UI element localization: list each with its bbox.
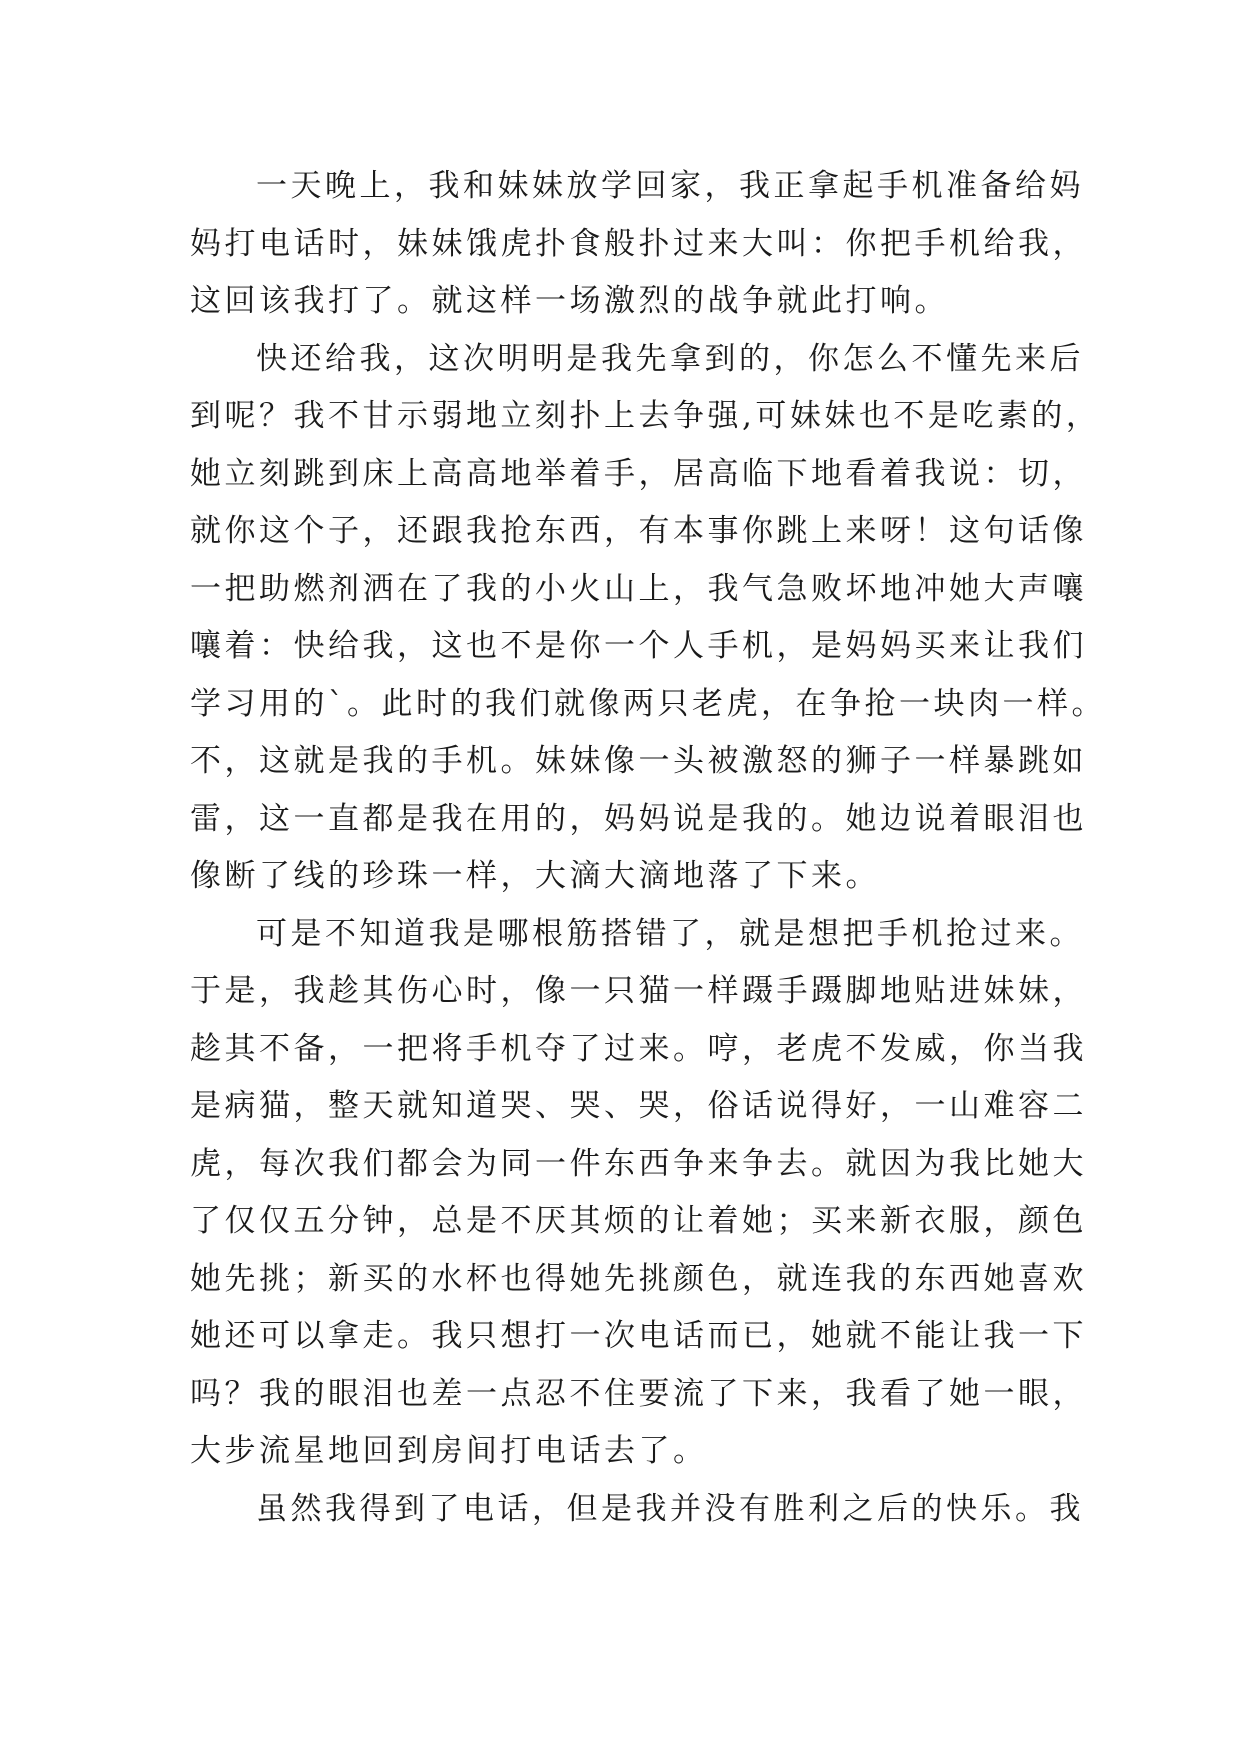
text-line: 雷，这一直都是我在用的，妈妈说是我的。她边说着眼泪也 <box>190 800 1087 837</box>
text-line: 趁其不备，一把将手机夺了过来。哼，老虎不发威，你当我 <box>190 1030 1087 1067</box>
paragraph-1 <box>190 158 1087 331</box>
text-line: 虎，每次我们都会为同一件东西争来争去。就因为我比她大 <box>190 1145 1087 1182</box>
text-line: 了仅仅五分钟，总是不厌其烦的让着她；买来新衣服，颜色 <box>190 1203 1087 1239</box>
text-line: 一天晚上，我和妹妹放学回家，我正拿起手机准备给妈 <box>256 168 1084 204</box>
text-line: 于是，我趁其伤心时，像一只猫一样蹑手蹑脚地贴进妹妹， <box>190 973 1087 1009</box>
text-line: 像断了线的珍珠一样，大滴大滴地落了下来。 <box>190 858 880 894</box>
text-line: 一把助燃剂洒在了我的小火山上，我气急败坏地冲她大声嚷 <box>190 570 1087 607</box>
text-line: 学习用的`。此时的我们就像两只老虎，在争抢一块肉一样。 <box>190 685 1106 722</box>
text-line: 大步流星地回到房间打电话去了。 <box>190 1433 708 1469</box>
text-line: 快还给我，这次明明是我先拿到的，你怎么不懂先来后 <box>256 340 1084 377</box>
paragraph-2 <box>190 331 1106 906</box>
text-line: 是病猫，整天就知道哭、哭、哭，俗话说得好，一山难容二 <box>190 1088 1087 1124</box>
text-line: 她先挑；新买的水杯也得她先挑颜色，就连我的东西她喜欢 <box>190 1260 1087 1297</box>
text-line: 妈打电话时，妹妹饿虎扑食般扑过来大叫：你把手机给我， <box>190 225 1087 262</box>
text-line: 她立刻跳到床上高高地举着手，居高临下地看着我说：切， <box>190 455 1087 492</box>
text-line: 这回该我打了。就这样一场激烈的战争就此打响。 <box>190 283 949 319</box>
text-line: 不，这就是我的手机。妹妹像一头被激怒的狮子一样暴跳如 <box>190 743 1087 779</box>
document-page <box>190 158 1106 1538</box>
text-line: 嚷着：快给我，这也不是你一个人手机，是妈妈买来让我们 <box>190 628 1087 664</box>
paragraph-4 <box>190 1481 1084 1539</box>
text-line: 到呢？我不甘示弱地立刻扑上去争强,可妹妹也不是吃素的， <box>190 398 1101 434</box>
text-line: 她还可以拿走。我只想打一次电话而已，她就不能让我一下 <box>190 1318 1087 1354</box>
text-line: 虽然我得到了电话，但是我并没有胜利之后的快乐。我 <box>256 1490 1084 1527</box>
paragraph-3 <box>190 906 1087 1481</box>
text-line: 吗？我的眼泪也差一点忍不住要流了下来，我看了她一眼， <box>190 1375 1087 1412</box>
text-line: 可是不知道我是哪根筋搭错了，就是想把手机抢过来。 <box>256 915 1084 952</box>
text-line: 就你这个子，还跟我抢东西，有本事你跳上来呀！这句话像 <box>190 513 1087 549</box>
